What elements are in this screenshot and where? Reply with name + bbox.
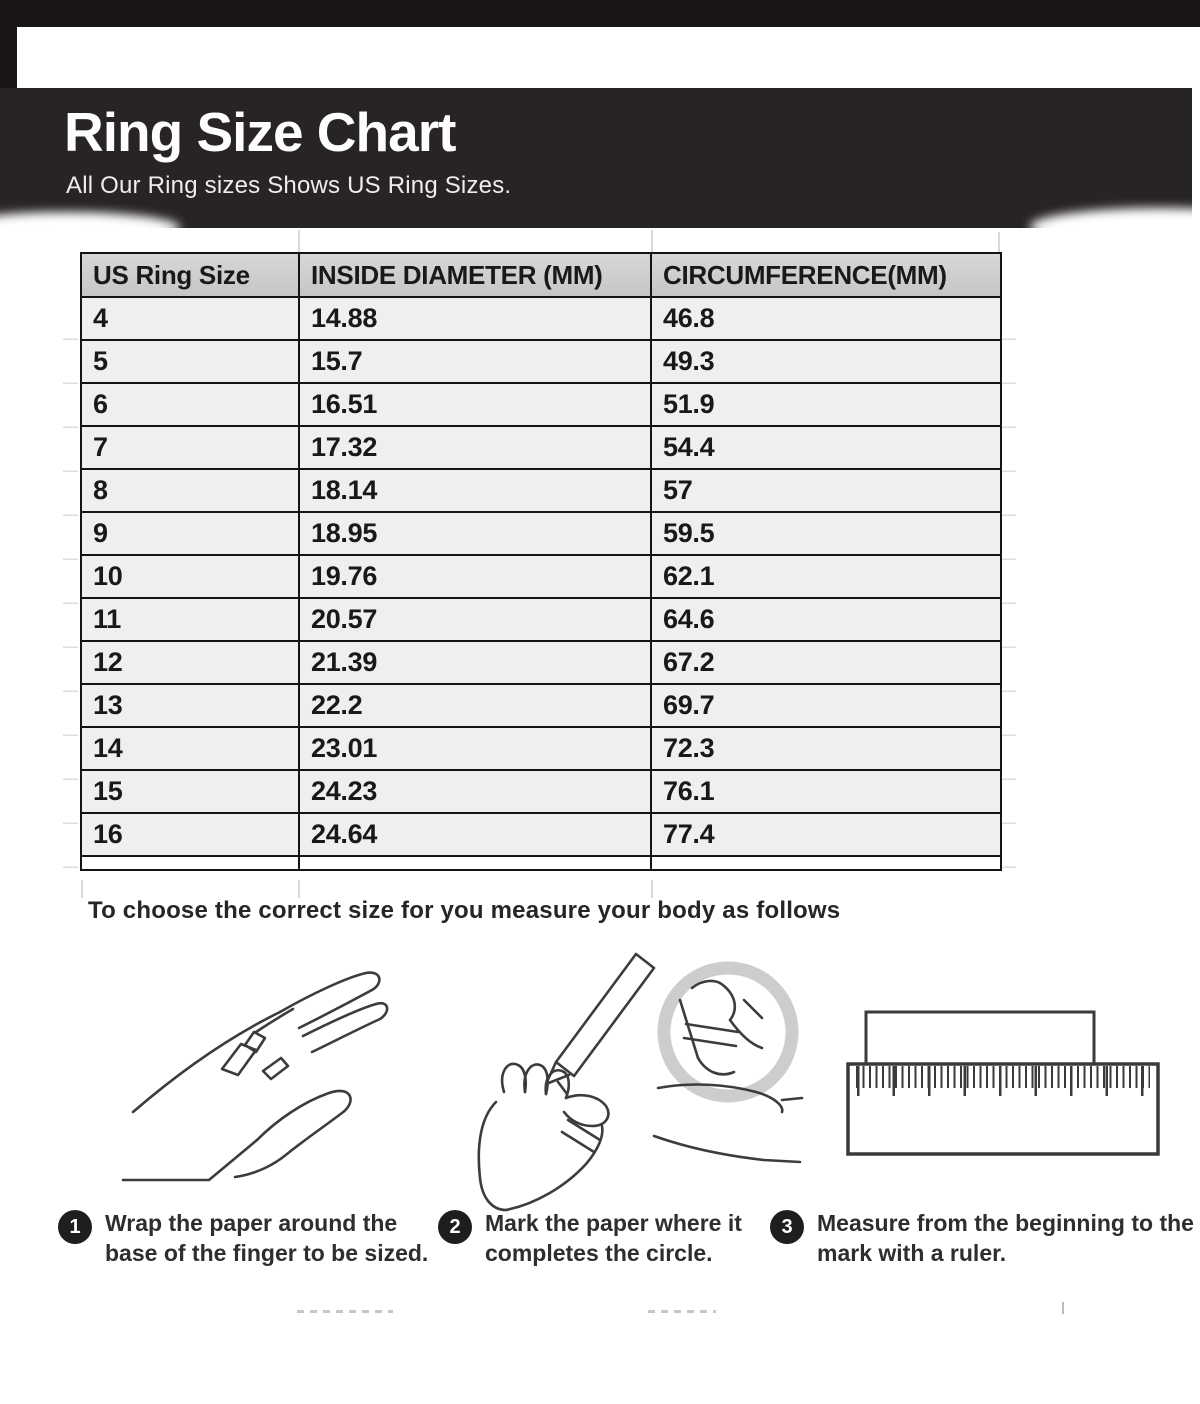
hand-with-paper-strip-illustration (105, 962, 460, 1197)
measure-heading: To choose the correct size for you measure your body as follows (88, 897, 841, 924)
table-row (81, 770, 1001, 813)
cell: 9 (81, 512, 299, 555)
cell: 23.01 (299, 727, 651, 770)
step-2 (438, 1208, 785, 1269)
band-edge-fade-left (0, 212, 180, 244)
scan-dash-artifact (648, 1310, 716, 1313)
cell: 5 (81, 340, 299, 383)
cell: 14.88 (299, 297, 651, 340)
cell (81, 856, 299, 870)
cell: 11 (81, 598, 299, 641)
gridline-stub (998, 232, 1000, 252)
cell: 24.64 (299, 813, 651, 856)
cell: 18.95 (299, 512, 651, 555)
cell: 54.4 (651, 426, 1001, 469)
cell: 7 (81, 426, 299, 469)
table-row (81, 469, 1001, 512)
step-3-badge: 3 (770, 1210, 804, 1244)
magnifier-circle-icon (664, 968, 792, 1096)
cell: 10 (81, 555, 299, 598)
table-row (81, 555, 1001, 598)
cell: 22.2 (299, 684, 651, 727)
cell: 15.7 (299, 340, 651, 383)
pencil-hand-icon (440, 940, 805, 1215)
table-row (81, 383, 1001, 426)
cell: 62.1 (651, 555, 1001, 598)
page-subtitle: All Our Ring sizes Shows US Ring Sizes. (66, 172, 512, 199)
gridline-stub (81, 880, 83, 898)
cell: 6 (81, 383, 299, 426)
cell: 17.32 (299, 426, 651, 469)
white-strip (17, 27, 1200, 88)
scan-tick-artifact (1062, 1302, 1064, 1314)
table-empty-row (81, 856, 1001, 870)
page-title: Ring Size Chart (64, 101, 456, 163)
table-row (81, 727, 1001, 770)
ring-size-table (80, 252, 1002, 871)
cell: 12 (81, 641, 299, 684)
ruler-icon (842, 1000, 1170, 1165)
table-header-row (81, 253, 1001, 297)
table-row (81, 641, 1001, 684)
gridline-ticks-right (1001, 296, 1016, 884)
cell (651, 856, 1001, 870)
cell: 18.14 (299, 469, 651, 512)
hand-icon (105, 962, 460, 1197)
cell: 49.3 (651, 340, 1001, 383)
marking-paper-illustration (440, 940, 805, 1215)
table-row (81, 813, 1001, 856)
step-1-badge: 1 (58, 1210, 92, 1244)
cell: 13 (81, 684, 299, 727)
cell: 64.6 (651, 598, 1001, 641)
cell: 57 (651, 469, 1001, 512)
table-row (81, 426, 1001, 469)
table-row (81, 512, 1001, 555)
column-header-us-ring-size: US Ring Size (81, 253, 299, 297)
cell: 72.3 (651, 727, 1001, 770)
step-1-text: Wrap the paper around the base of the finger to be sized. (105, 1210, 429, 1267)
step-3-text: Measure from the beginning to the mark with a ruler. (817, 1210, 1194, 1267)
gridline-stub (298, 230, 300, 252)
cell: 76.1 (651, 770, 1001, 813)
ruler-illustration (842, 1000, 1170, 1165)
table-row (81, 684, 1001, 727)
cell: 15 (81, 770, 299, 813)
table-row (81, 340, 1001, 383)
cell (299, 856, 651, 870)
scan-dash-artifact (297, 1310, 393, 1313)
cell: 16.51 (299, 383, 651, 426)
step-2-text: Mark the paper where it completes the circle. (485, 1210, 742, 1267)
cell: 21.39 (299, 641, 651, 684)
cell: 19.76 (299, 555, 651, 598)
cell: 69.7 (651, 684, 1001, 727)
gridline-stub (298, 880, 300, 898)
cell: 16 (81, 813, 299, 856)
cell: 20.57 (299, 598, 651, 641)
cell: 14 (81, 727, 299, 770)
cell: 77.4 (651, 813, 1001, 856)
cell: 46.8 (651, 297, 1001, 340)
step-2-badge: 2 (438, 1210, 472, 1244)
cell: 51.9 (651, 383, 1001, 426)
step-1 (58, 1208, 450, 1269)
table-row (81, 297, 1001, 340)
column-header-inside-diameter: INSIDE DIAMETER (MM) (299, 253, 651, 297)
title-band (0, 88, 1192, 228)
cell: 67.2 (651, 641, 1001, 684)
cell: 4 (81, 297, 299, 340)
table-row (81, 598, 1001, 641)
gridline-ticks-left (63, 296, 78, 884)
step-3 (770, 1208, 1200, 1269)
cell: 59.5 (651, 512, 1001, 555)
gridline-stub (651, 880, 653, 898)
cell: 24.23 (299, 770, 651, 813)
gridline-stub (651, 230, 653, 252)
cell: 8 (81, 469, 299, 512)
column-header-circumference: CIRCUMFERENCE(MM) (651, 253, 1001, 297)
